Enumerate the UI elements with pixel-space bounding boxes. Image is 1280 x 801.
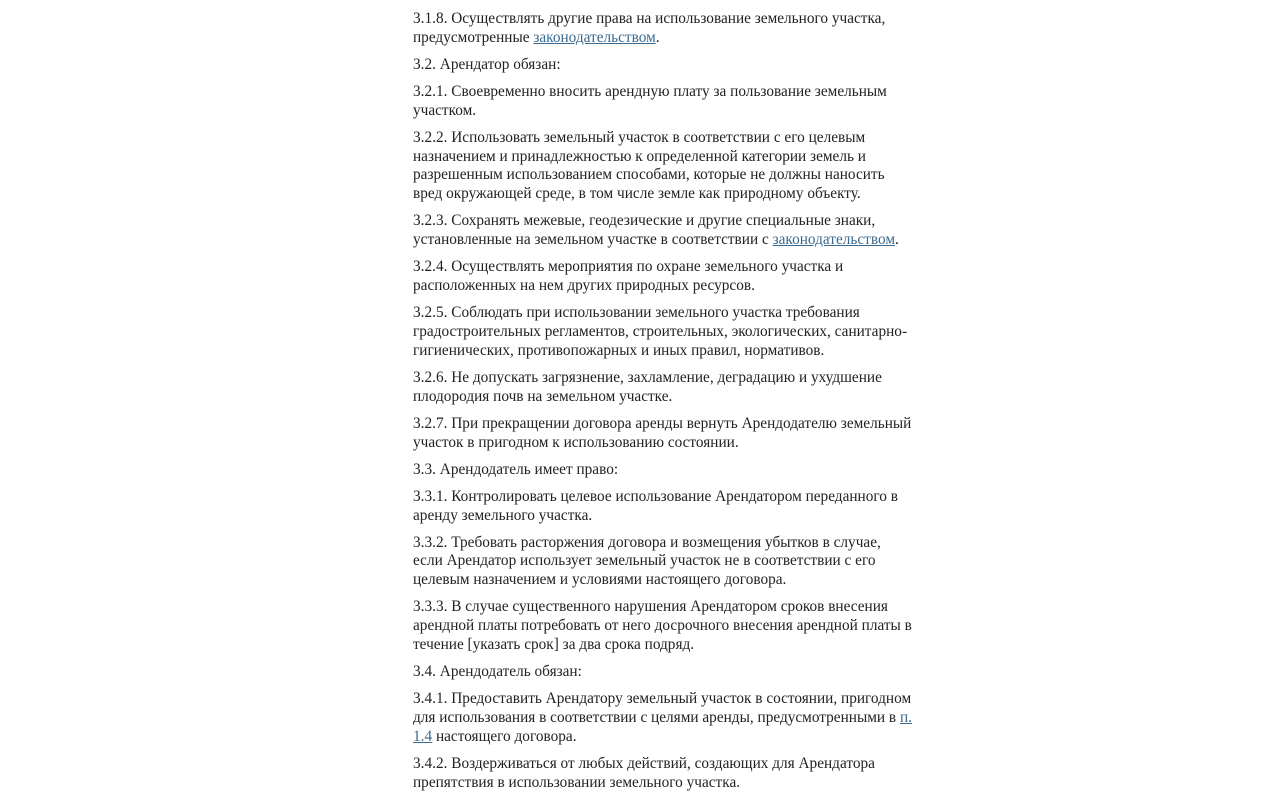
paragraph-3-4-1 — [413, 690, 913, 746]
paragraph-3-2-5: 3.2.5. Соблюдать при использовании земельного участка требования градостроительных регламентов, строительных, экологических, санитарно-гигиенических, противопожарных и иных правил, нормативов. — [413, 304, 908, 359]
paragraph-3-3-1: 3.3.1. Контролировать целевое использование Арендатором переданного в аренду земельного участка. — [413, 487, 898, 524]
paragraph-3-2-6: 3.2.6. Не допускать загрязнение, захламление, деградацию и ухудшение плодородия почв на земельном участке. — [413, 368, 882, 405]
legislation-link[interactable]: законодательством — [533, 28, 656, 46]
paragraph-3-2-1: 3.2.1. Своевременно вносить арендную плату за пользование земельным участком. — [413, 82, 887, 119]
clause-1-4-link[interactable]: п. 1.4 — [413, 708, 912, 745]
legislation-link[interactable]: законодательством — [772, 231, 896, 249]
paragraph-3-2: 3.2. Арендатор обязан: — [413, 55, 561, 73]
paragraph-text-end: настоящего договора. — [432, 727, 577, 745]
paragraph-text-end: . — [895, 231, 899, 249]
paragraph-3-4-2: 3.4.2. Воздерживаться от любых действий, создающих для Арендатора препятствия в использовании земельного участка. — [413, 754, 875, 791]
paragraph-3-3-3: 3.3.3. В случае существенного нарушения Арендатором сроков внесения арендной платы потребовать от него досрочного внесения арендной платы в течение [указать срок] за два срока подряд. — [413, 598, 912, 653]
paragraph-text: 3.4.1. Предоставить Арендатору земельный участок в состоянии, пригодном для использования в соответствии с целями аренды, предусмотренными в — [413, 690, 912, 726]
paragraph-3-3: 3.3. Арендодатель имеет право: — [413, 460, 619, 478]
paragraph-text: 3.2.3. Сохранять межевые, геодезические и другие специальные знаки, установленные на земельном участке в соответствии с — [413, 212, 876, 249]
paragraph-3-3-2: 3.3.2. Требовать расторжения договора и возмещения убытков в случае, если Арендатор использует земельный участок не в соответствии с его целевым назначением и условиями настоящего договора. — [413, 533, 881, 589]
document-body — [413, 10, 913, 801]
paragraph-3-2-7: 3.2.7. При прекращении договора аренды вернуть Арендодателю земельный участок в пригодном к использованию состоянии. — [413, 414, 912, 451]
paragraph-3-4: 3.4. Арендодатель обязан: — [413, 662, 582, 680]
paragraph-3-2-3 — [413, 212, 913, 250]
paragraph-text: 3.1.8. Осуществлять другие права на использование земельного участка, предусмотренные — [413, 10, 886, 46]
paragraph-3-1-8 — [413, 10, 913, 48]
paragraph-text-end: . — [655, 28, 660, 46]
paragraph-3-2-2: 3.2.2. Использовать земельный участок в соответствии с его целевым назначением и принадлежностью к определенной категории земель и разрешенным использованием способами, которые не должны наносить вред окружающей среде, в том числе земле как природному объекту. — [413, 128, 885, 203]
paragraph-3-2-4: 3.2.4. Осуществлять мероприятия по охране земельного участка и расположенных на нем других природных ресурсов. — [413, 258, 844, 295]
